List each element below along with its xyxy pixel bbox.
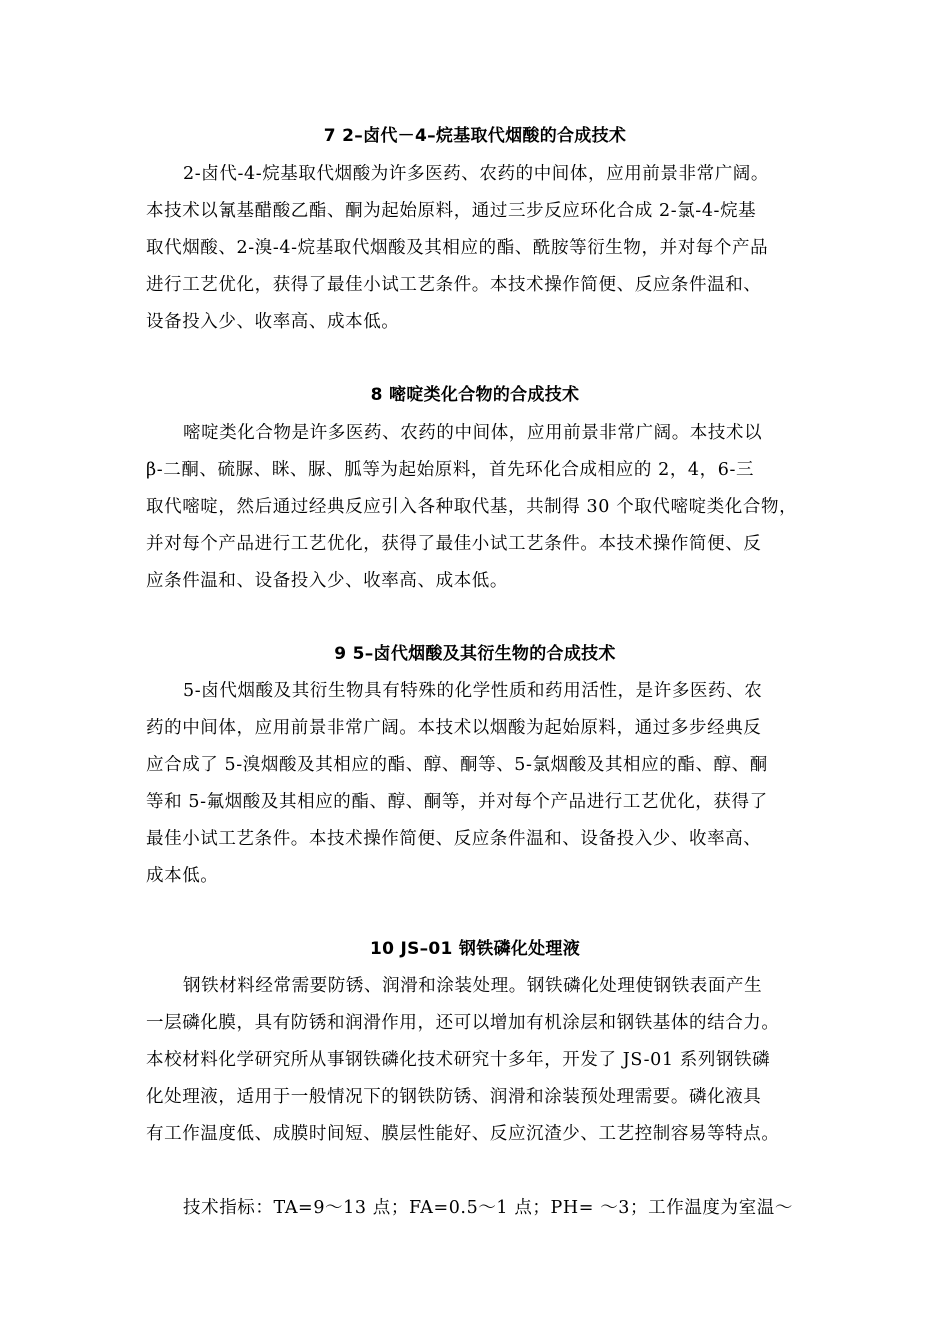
paragraph-line: 取代烟酸、2-溴-4-烷基取代烟酸及其相应的酯、酰胺等衍生物，并对每个产品 bbox=[146, 238, 769, 258]
paragraph-line: 最佳小试工艺条件。本技术操作简便、反应条件温和、设备投入少、收率高、 bbox=[146, 829, 762, 849]
paragraph-line: β-二酮、硫脲、眯、脲、胍等为起始原料，首先环化合成相应的 2，4，6-三 bbox=[146, 460, 755, 480]
paragraph-line: 药的中间体，应用前景非常广阔。本技术以烟酸为起始原料，通过多步经典反 bbox=[146, 718, 762, 738]
paragraph-line: 2-卤代-4-烷基取代烟酸为许多医药、农药的中间体，应用前景非常广阔。 bbox=[183, 164, 770, 184]
paragraph-line: 5-卤代烟酸及其衍生物具有特殊的化学性质和药用活性，是许多医药、农 bbox=[183, 681, 763, 701]
paragraph-line: 并对每个产品进行工艺优化，获得了最佳小试工艺条件。本技术操作简便、反 bbox=[146, 534, 762, 554]
paragraph-line: 化处理液，适用于一般情况下的钢铁防锈、润滑和涂装预处理需要。磷化液具 bbox=[146, 1087, 762, 1107]
paragraph-line: 取代嘧啶，然后通过经典反应引入各种取代基，共制得 30 个取代嘧啶类化合物， bbox=[146, 497, 798, 517]
paragraph-line: 本技术以氰基醋酸乙酯、酮为起始原料，通过三步反应环化合成 2-氯-4-烷基 bbox=[146, 201, 757, 221]
section-heading-7: 7 2–卤代－4–烷基取代烟酸的合成技术 bbox=[323, 126, 627, 146]
paragraph-line: 有工作温度低、成膜时间短、膜层性能好、反应沉渣少、工艺控制容易等特点。 bbox=[146, 1124, 780, 1144]
paragraph-line: 本校材料化学研究所从事钢铁磷化技术研究十多年，开发了 JS-01 系列钢铁磷 bbox=[146, 1050, 771, 1070]
paragraph-line: 成本低。 bbox=[146, 866, 219, 886]
paragraph-line: 嘧啶类化合物是许多医药、农药的中间体，应用前景非常广阔。本技术以 bbox=[183, 423, 763, 443]
paragraph-line: 设备投入少、收率高、成本低。 bbox=[146, 312, 400, 332]
paragraph-line: 等和 5-氟烟酸及其相应的酯、醇、酮等，并对每个产品进行工艺优化，获得了 bbox=[146, 792, 768, 812]
paragraph-line: 一层磷化膜，具有防锈和润滑作用，还可以增加有机涂层和钢铁基体的结合力。 bbox=[146, 1013, 780, 1033]
paragraph-line: 进行工艺优化，获得了最佳小试工艺条件。本技术操作简便、反应条件温和、 bbox=[146, 275, 762, 295]
paragraph-line: 应条件温和、设备投入少、收率高、成本低。 bbox=[146, 571, 508, 591]
paragraph-line: 应合成了 5-溴烟酸及其相应的酯、醇、酮等、5-氯烟酸及其相应的酯、醇、酮 bbox=[146, 755, 768, 775]
section-heading-9: 9 5–卤代烟酸及其衍生物的合成技术 bbox=[334, 644, 616, 664]
technical-specs-line: 技术指标：TA=9～13 点；FA=0.5～1 点；PH= ～3；工作温度为室温～ bbox=[183, 1198, 793, 1218]
section-heading-10: 10 JS–01 钢铁磷化处理液 bbox=[369, 939, 581, 959]
section-heading-8: 8 嘧啶类化合物的合成技术 bbox=[370, 385, 580, 405]
paragraph-line: 钢铁材料经常需要防锈、润滑和涂装处理。钢铁磷化处理使钢铁表面产生 bbox=[183, 976, 763, 996]
